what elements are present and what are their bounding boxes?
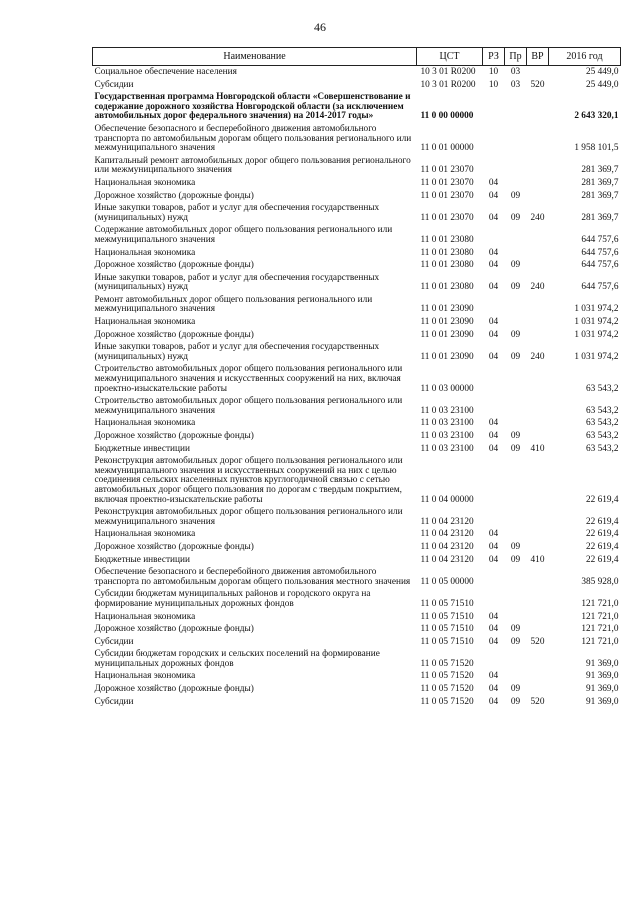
cell-sum: 2 643 320,1 [574, 111, 619, 122]
cell-vr [527, 611, 549, 624]
cell-cst: 11 0 01 23080 [420, 247, 474, 258]
cell-vr [527, 66, 549, 79]
cell-name: Строительство автомобильных дорог общего пользования регионального или межмуниципального значения и искусственных сооружений на них, включая проектно-изыскательские работы [94, 364, 403, 394]
cell-sum: 281 369,7 [581, 165, 619, 176]
table-row [93, 623, 621, 636]
cell-vr [527, 506, 549, 528]
table-row [93, 155, 621, 177]
cell-name: Субсидии [94, 696, 134, 707]
cell-rz [483, 395, 505, 417]
cell-pr: 09 [510, 431, 521, 441]
cell-rz [483, 455, 505, 506]
cell-vr [527, 670, 549, 683]
cell-rz: 04 [488, 671, 499, 682]
cell-sum: 121 721,0 [581, 611, 619, 622]
table-row [93, 611, 621, 624]
cell-sum: 63 543,2 [585, 418, 619, 429]
cell-sum: 22 619,4 [585, 541, 619, 552]
cell-name: Иные закупки товаров, работ и услуг для обеспечения государственных (муниципальных) нужд [94, 203, 380, 223]
cell-rz: 04 [488, 177, 499, 188]
cell-cst: 11 0 03 23100 [420, 443, 474, 454]
table-row [93, 123, 621, 155]
cell-rz [483, 506, 505, 528]
cell-vr [527, 224, 549, 246]
cell-pr: 09 [510, 624, 521, 635]
cell-rz: 04 [488, 624, 499, 635]
cell-vr [527, 123, 549, 155]
table-body [93, 66, 621, 709]
cell-pr: 09 [510, 190, 521, 201]
cell-rz: 04 [488, 317, 499, 328]
cell-name: Дорожное хозяйство (дорожные фонды) [94, 431, 254, 441]
cell-cst: 11 0 01 23080 [420, 282, 474, 293]
table-row [93, 648, 621, 670]
cell-cst: 11 0 01 23070 [420, 177, 474, 188]
cell-sum: 63 543,2 [585, 443, 619, 454]
table-row [93, 506, 621, 528]
cell-rz: 10 [488, 79, 499, 90]
cell-sum: 281 369,7 [581, 190, 619, 201]
cell-sum: 22 619,4 [585, 494, 619, 505]
table-row [93, 190, 621, 203]
cell-pr: 03 [510, 67, 521, 77]
cell-cst: 11 0 03 23100 [420, 418, 474, 429]
cell-rz: 04 [488, 329, 499, 340]
header-pr: Пр [505, 48, 527, 66]
cell-sum: 25 449,0 [585, 79, 619, 90]
cell-sum: 91 369,0 [585, 696, 619, 707]
cell-rz: 04 [488, 554, 499, 565]
cell-sum: 644 757,6 [581, 247, 619, 258]
cell-vr [527, 541, 549, 554]
cell-sum: 91 369,0 [585, 658, 619, 669]
cell-pr [505, 294, 527, 316]
cell-pr: 09 [510, 636, 521, 647]
cell-rz: 04 [488, 431, 499, 441]
cell-sum: 1 958 101,5 [574, 143, 619, 154]
cell-rz [483, 566, 505, 588]
cell-cst: 11 0 05 71510 [420, 624, 474, 635]
cell-pr [505, 506, 527, 528]
cell-name: Субсидии [94, 636, 134, 647]
cell-name: Национальная экономика [94, 418, 196, 429]
table-row [93, 588, 621, 610]
cell-cst: 11 0 01 23070 [420, 212, 474, 223]
table-row [93, 554, 621, 567]
cell-vr [527, 177, 549, 190]
cell-rz: 04 [488, 696, 499, 707]
cell-pr: 09 [510, 260, 521, 271]
cell-vr [527, 683, 549, 696]
cell-vr [527, 430, 549, 443]
cell-vr [527, 247, 549, 260]
cell-cst: 11 0 05 71520 [420, 658, 474, 669]
header-rz: РЗ [483, 48, 505, 66]
cell-cst: 11 0 04 23120 [420, 541, 474, 552]
cell-rz: 04 [488, 212, 499, 223]
cell-sum: 91 369,0 [585, 671, 619, 682]
cell-cst: 11 0 01 23070 [420, 165, 474, 176]
table-row [93, 329, 621, 342]
table-row [93, 341, 621, 363]
cell-rz [483, 224, 505, 246]
cell-pr [505, 648, 527, 670]
cell-pr [505, 670, 527, 683]
table-row [93, 683, 621, 696]
cell-sum: 121 721,0 [581, 624, 619, 635]
cell-name: Дорожное хозяйство (дорожные фонды) [94, 329, 254, 340]
table-row [93, 395, 621, 417]
cell-cst: 11 0 00 00000 [420, 111, 474, 122]
cell-cst: 11 0 01 23090 [420, 317, 474, 328]
cell-pr [505, 417, 527, 430]
cell-sum: 1 031 974,2 [574, 351, 619, 362]
cell-pr: 03 [510, 79, 521, 90]
cell-sum: 1 031 974,2 [574, 317, 619, 328]
table-row [93, 202, 621, 224]
cell-rz: 04 [488, 260, 499, 271]
cell-rz [483, 648, 505, 670]
cell-name: Обеспечение безопасного и бесперебойного движения автомобильного транспорта по автомобильным дорогам общего пользования местного значения [94, 567, 411, 587]
cell-cst: 11 0 01 23080 [420, 260, 474, 271]
cell-name: Дорожное хозяйство (дорожные фонды) [94, 260, 254, 271]
cell-sum: 22 619,4 [585, 516, 619, 527]
cell-rz [483, 91, 505, 123]
table-row [93, 566, 621, 588]
cell-rz: 04 [488, 541, 499, 552]
cell-vr: 410 [530, 443, 545, 454]
cell-cst: 11 0 01 23090 [420, 329, 474, 340]
cell-sum: 25 449,0 [585, 67, 619, 77]
cell-name: Национальная экономика [94, 529, 196, 540]
cell-rz [483, 123, 505, 155]
header-cst: ЦСТ [417, 48, 483, 66]
table-row [93, 294, 621, 316]
cell-sum: 644 757,6 [581, 234, 619, 245]
cell-vr [527, 417, 549, 430]
table-row [93, 670, 621, 683]
cell-rz [483, 294, 505, 316]
cell-cst: 11 0 05 71510 [420, 598, 474, 609]
cell-cst: 10 3 01 R0200 [420, 67, 476, 77]
cell-vr [527, 623, 549, 636]
cell-cst: 11 0 04 23120 [420, 554, 474, 565]
cell-rz: 04 [488, 611, 499, 622]
cell-name: Реконструкция автомобильных дорог общего пользования регионального или межмуниципального значения [94, 507, 403, 527]
cell-cst: 11 0 05 00000 [420, 576, 474, 587]
cell-sum: 385 928,0 [581, 576, 619, 587]
cell-cst: 11 0 01 00000 [420, 143, 474, 154]
cell-sum: 281 369,7 [581, 212, 619, 223]
cell-vr [527, 329, 549, 342]
table-row [93, 455, 621, 506]
table-row [93, 259, 621, 272]
cell-cst: 11 0 01 23090 [420, 304, 474, 315]
cell-cst: 11 0 05 71520 [420, 671, 474, 682]
cell-name: Национальная экономика [94, 611, 196, 622]
cell-sum: 91 369,0 [585, 684, 619, 695]
cell-sum: 63 543,2 [585, 405, 619, 416]
cell-name: Субсидии [94, 79, 134, 90]
cell-cst: 11 0 03 00000 [420, 383, 474, 394]
cell-cst: 11 0 04 23120 [420, 529, 474, 540]
cell-vr: 520 [530, 696, 545, 707]
cell-pr: 09 [510, 351, 521, 362]
cell-cst: 11 0 04 23120 [420, 516, 474, 527]
header-name: Наименование [93, 48, 417, 66]
cell-name: Дорожное хозяйство (дорожные фонды) [94, 190, 254, 201]
cell-rz: 04 [488, 529, 499, 540]
cell-rz [483, 588, 505, 610]
cell-pr: 09 [510, 212, 521, 223]
cell-cst: 11 0 05 71510 [420, 636, 474, 647]
table-row [93, 247, 621, 260]
cell-sum: 1 031 974,2 [574, 304, 619, 315]
cell-vr [527, 528, 549, 541]
cell-pr [505, 91, 527, 123]
cell-rz: 04 [488, 282, 499, 293]
cell-pr [505, 566, 527, 588]
cell-pr [505, 155, 527, 177]
table-row [93, 636, 621, 649]
cell-name: Капитальный ремонт автомобильных дорог общего пользования регионального или межмуниципального значения [94, 155, 411, 176]
cell-name: Иные закупки товаров, работ и услуг для обеспечения государственных (муниципальных) нужд [94, 272, 380, 293]
cell-vr [527, 648, 549, 670]
table-row [93, 316, 621, 329]
cell-pr [505, 177, 527, 190]
cell-pr: 09 [510, 282, 521, 293]
cell-name: Бюджетные инвестиции [94, 554, 190, 565]
cell-sum: 644 757,6 [581, 282, 619, 293]
cell-sum: 121 721,0 [581, 598, 619, 609]
cell-name: Национальная экономика [94, 177, 196, 188]
table-row [93, 79, 621, 92]
cell-rz [483, 155, 505, 177]
table-row [93, 272, 621, 294]
header-vr: ВР [527, 48, 549, 66]
cell-rz: 10 [488, 67, 499, 77]
cell-vr [527, 259, 549, 272]
cell-vr [527, 363, 549, 395]
cell-name: Субсидии бюджетам муниципальных районов и городского округа на формирование муниципальных дорожных фондов [94, 589, 371, 609]
cell-pr: 09 [510, 684, 521, 695]
cell-rz: 04 [488, 351, 499, 362]
cell-name: Бюджетные инвестиции [94, 443, 190, 454]
cell-name: Ремонт автомобильных дорог общего пользования регионального или межмуниципального значения [94, 294, 373, 315]
table-row [93, 541, 621, 554]
cell-pr: 09 [510, 554, 521, 565]
cell-cst: 11 0 03 23100 [420, 405, 474, 416]
cell-rz: 04 [488, 418, 499, 429]
cell-cst: 11 0 04 00000 [420, 494, 474, 505]
cell-pr [505, 363, 527, 395]
cell-cst: 10 3 01 R0200 [420, 79, 476, 90]
cell-rz: 04 [488, 684, 499, 695]
cell-vr [527, 294, 549, 316]
cell-pr [505, 588, 527, 610]
cell-sum: 1 031 974,2 [574, 329, 619, 340]
cell-vr: 410 [530, 554, 545, 565]
cell-cst: 11 0 01 23090 [420, 351, 474, 362]
cell-sum: 644 757,6 [581, 260, 619, 271]
cell-rz: 04 [488, 190, 499, 201]
cell-sum: 63 543,2 [585, 383, 619, 394]
cell-name: Социальное обеспечение населения [94, 67, 237, 77]
table-row [93, 363, 621, 395]
cell-vr [527, 395, 549, 417]
table-row [93, 91, 621, 123]
header-sum: 2016 год [549, 48, 621, 66]
budget-table [92, 47, 621, 708]
cell-pr: 09 [510, 443, 521, 454]
cell-vr: 240 [530, 282, 545, 293]
cell-vr: 520 [530, 636, 545, 647]
table-header [93, 48, 621, 66]
cell-vr [527, 91, 549, 123]
cell-sum: 22 619,4 [585, 554, 619, 565]
cell-rz: 04 [488, 636, 499, 647]
table-row [93, 430, 621, 443]
cell-name: Национальная экономика [94, 317, 196, 328]
cell-pr: 09 [510, 541, 521, 552]
cell-cst: 11 0 05 71520 [420, 696, 474, 707]
cell-pr [505, 455, 527, 506]
table-row [93, 443, 621, 456]
cell-pr: 09 [510, 329, 521, 340]
table-row [93, 66, 621, 79]
cell-sum: 22 619,4 [585, 529, 619, 540]
cell-name: Содержание автомобильных дорог общего пользования регионального или межмуниципального значения [94, 225, 393, 245]
page-number: 46 [314, 20, 326, 34]
cell-name: Дорожное хозяйство (дорожные фонды) [94, 541, 254, 552]
cell-sum: 121 721,0 [581, 636, 619, 647]
cell-pr [505, 528, 527, 541]
cell-name: Обеспечение безопасного и бесперебойного движения автомобильного транспорта по автомобильным дорогам общего пользования регионального или межмуниципального значения [94, 123, 412, 154]
cell-rz: 04 [488, 443, 499, 454]
cell-cst: 11 0 05 71510 [420, 611, 474, 622]
cell-vr [527, 155, 549, 177]
cell-vr: 520 [530, 79, 545, 90]
table-row [93, 696, 621, 709]
cell-sum: 63 543,2 [585, 431, 619, 441]
cell-vr: 240 [530, 351, 545, 362]
cell-cst: 11 0 01 23080 [420, 234, 474, 245]
table-row [93, 224, 621, 246]
cell-pr [505, 316, 527, 329]
cell-pr [505, 224, 527, 246]
cell-name: Иные закупки товаров, работ и услуг для обеспечения государственных (муниципальных) нужд [94, 342, 380, 362]
cell-cst: 11 0 05 71520 [420, 684, 474, 695]
cell-name: Национальная экономика [94, 247, 196, 258]
cell-sum: 281 369,7 [581, 177, 619, 188]
cell-name: Дорожное хозяйство (дорожные фонды) [94, 684, 254, 695]
cell-cst: 11 0 03 23100 [420, 431, 474, 441]
cell-vr [527, 190, 549, 203]
cell-cst: 11 0 01 23070 [420, 190, 474, 201]
cell-name: Реконструкция автомобильных дорог общего пользования регионального или межмуниципального значения и искусственных сооружений на них с целью соединения сельских населенных пунктов круглогодичной связью с сетью автомобильных дорог общего пользования по дорогам с твердым покрытием, включая проектно-изыскательские работы [94, 456, 403, 505]
cell-vr [527, 455, 549, 506]
cell-vr [527, 316, 549, 329]
cell-rz: 04 [488, 247, 499, 258]
cell-pr: 09 [510, 696, 521, 707]
cell-vr: 240 [530, 212, 545, 223]
cell-name: Государственная программа Новгородской области «Совершенствование и содержание дорожного хозяйства Новгородской области (за исключением автомобильных дорог федерального значения) на 2014-2017 годы» [94, 92, 411, 122]
cell-vr [527, 566, 549, 588]
cell-name: Дорожное хозяйство (дорожные фонды) [94, 624, 254, 635]
cell-pr [505, 395, 527, 417]
cell-pr [505, 247, 527, 260]
cell-rz [483, 363, 505, 395]
table-row [93, 417, 621, 430]
cell-vr [527, 588, 549, 610]
cell-name: Национальная экономика [94, 671, 196, 682]
cell-name: Строительство автомобильных дорог общего пользования регионального или межмуниципального значения [94, 396, 403, 416]
cell-name: Субсидии бюджетам городских и сельских поселений на формирование муниципальных дорожных фондов [94, 649, 380, 669]
table-row [93, 177, 621, 190]
cell-pr [505, 611, 527, 624]
cell-pr [505, 123, 527, 155]
table-row [93, 528, 621, 541]
